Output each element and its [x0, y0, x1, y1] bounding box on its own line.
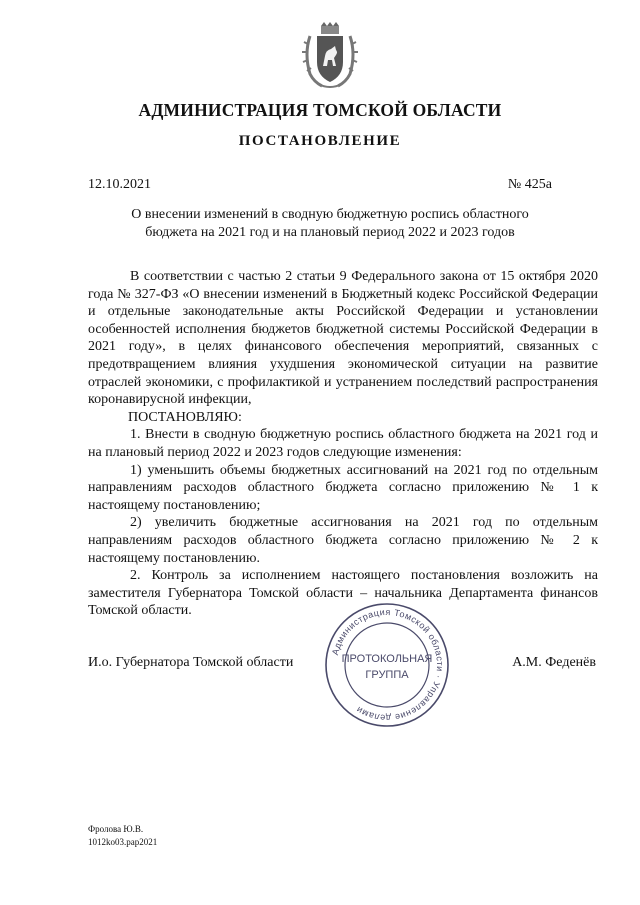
item-1-1: 1) уменьшить объемы бюджетных ассигнований на 2021 год по отдельным направлениям расходов областного бюджета согласно приложению № 1 к настоящему постановлению; — [88, 462, 598, 513]
executor-file: 1012ko03.pap2021 — [88, 837, 158, 847]
resolve-line: ПОСТАНОВЛЯЮ: — [128, 409, 242, 425]
document-subject: О внесении изменений в сводную бюджетную роспись областного бюджета на 2021 год и на плановый период 2022 и 2023 годов — [131, 207, 529, 240]
item-1-2: 2) увеличить бюджетные ассигнования на 2021 год по отдельным направлениям расходов областного бюджета согласно приложению № 2 к настоящему постановлению. — [88, 515, 598, 566]
signer-name: А.М. Феденёв — [512, 655, 596, 670]
stamp-center-line-1: ПРОТОКОЛЬНАЯ — [341, 653, 433, 665]
document-date: 12.10.2021 — [88, 177, 151, 192]
protocol-stamp — [322, 600, 452, 730]
item-2: 2. Контроль за исполнением настоящего постановления возложить на заместителя Губернатора Томской области – начальника Департамента финансов Томской области. — [88, 568, 598, 619]
organization-title: АДМИНИСТРАЦИЯ ТОМСКОЙ ОБЛАСТИ — [138, 100, 502, 120]
coat-of-arms-icon — [300, 22, 360, 92]
document-number: № 425а — [507, 177, 552, 192]
executor-name: Фролова Ю.В. — [88, 824, 144, 834]
document-body — [88, 268, 598, 620]
preamble-paragraph: В соответствии с частью 2 статьи 9 Федерального закона от 15 октября 2020 года № 327-ФЗ «О внесении изменений в Бюджетный кодекс Российской Федерации и отдельные законодательные акты Российской Федерации и установлении особенностей исполнения бюджетов бюджетной системы Российской Федерации в 2021 году», в целях финансового обеспечения мероприятий, связанных с предотвращением влияния ухудшения экономической ситуации на развитие отраслей экономики, с профилактикой и устранением последствий распространения коронавирусной инфекции, — [88, 269, 598, 408]
signer-role: И.о. Губернатора Томской области — [88, 655, 294, 670]
stamp-center-line-2: ГРУППА — [365, 669, 409, 681]
item-1: 1. Внести в сводную бюджетную роспись областного бюджета на 2021 год и на плановый период 2022 и 2023 годов следующие изменения: — [88, 427, 598, 460]
executor-block — [88, 823, 157, 849]
document-type: ПОСТАНОВЛЕНИЕ — [238, 133, 402, 149]
svg-text:Администрация Томской области — [330, 607, 445, 723]
stamp-ring-text: Администрация Томской области · Управление делами — [330, 606, 446, 724]
